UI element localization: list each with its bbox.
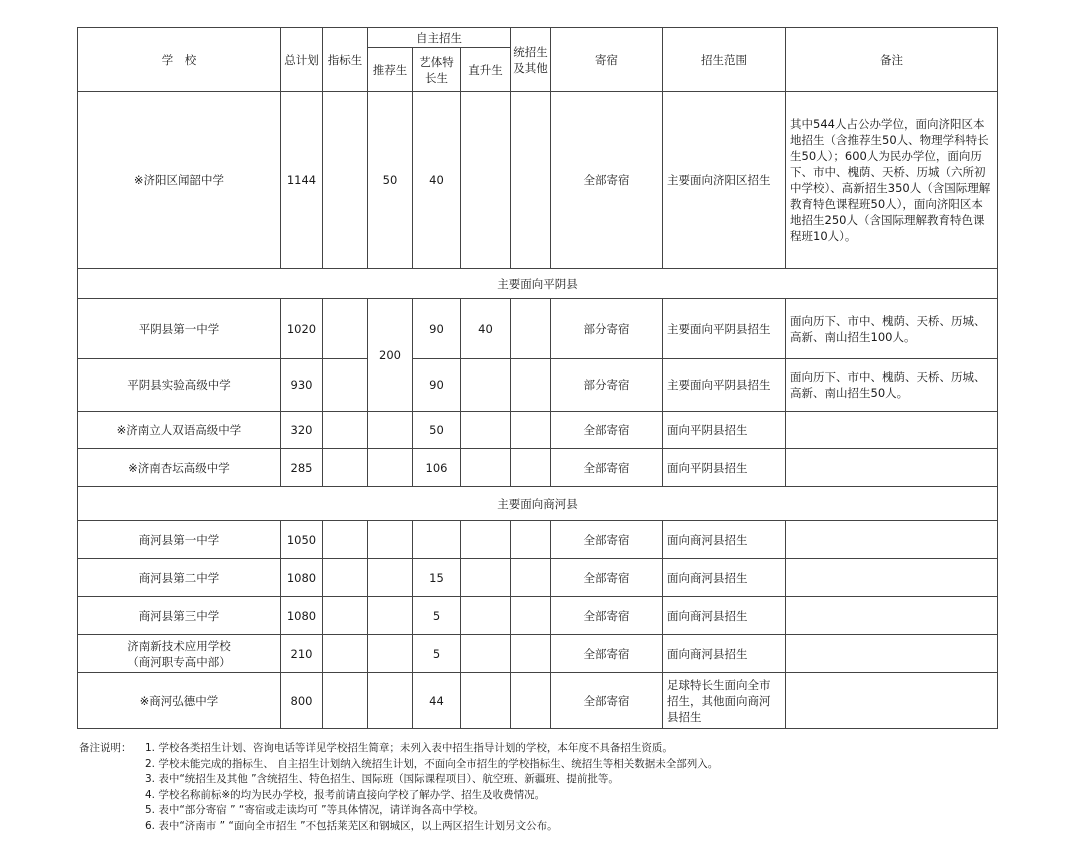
table-row — [78, 673, 998, 729]
note-line — [79, 788, 1039, 804]
quota-value — [323, 521, 368, 559]
note-line — [79, 803, 1039, 819]
direct-value — [461, 673, 511, 729]
header-autonomous: 自主招生 — [368, 28, 511, 48]
table-row — [78, 449, 998, 487]
note-line — [79, 741, 1039, 757]
recommend-value — [368, 597, 413, 635]
header-recommend: 推荐生 — [368, 48, 413, 92]
remark-value — [786, 559, 998, 597]
quota-value — [323, 412, 368, 449]
school-name: ※济南立人双语高级中学 — [78, 412, 281, 449]
direct-value — [461, 559, 511, 597]
scope-value: 足球特长生面向全市招生，其他面向商河县招生 — [663, 673, 786, 729]
unified-value — [511, 92, 551, 269]
scope-value: 主要面向平阴县招生 — [663, 359, 786, 412]
scope-value: 面向商河县招生 — [663, 521, 786, 559]
boarding-value: 全部寄宿 — [551, 449, 663, 487]
boarding-value: 部分寄宿 — [551, 359, 663, 412]
direct-value — [461, 412, 511, 449]
header-arts: 艺体特长生 — [413, 48, 461, 92]
table-row — [78, 92, 998, 269]
arts-value: 90 — [413, 299, 461, 359]
quota-value — [323, 359, 368, 412]
total-plan: 285 — [281, 449, 323, 487]
direct-value — [461, 521, 511, 559]
unified-value — [511, 299, 551, 359]
arts-value: 44 — [413, 673, 461, 729]
unified-value — [511, 597, 551, 635]
admission-plan-table-container — [77, 27, 998, 729]
school-name: ※商河弘德中学 — [78, 673, 281, 729]
remark-value — [786, 673, 998, 729]
admission-plan-table — [77, 27, 998, 729]
header-direct: 直升生 — [461, 48, 511, 92]
quota-value — [323, 673, 368, 729]
quota-value — [323, 635, 368, 673]
note-line — [79, 819, 1039, 835]
remark-value: 面向历下、市中、槐荫、天桥、历城、高新、南山招生50人。 — [786, 359, 998, 412]
unified-value — [511, 449, 551, 487]
boarding-value: 全部寄宿 — [551, 521, 663, 559]
total-plan: 1050 — [281, 521, 323, 559]
school-name — [78, 635, 281, 673]
total-plan: 1020 — [281, 299, 323, 359]
remark-value — [786, 412, 998, 449]
recommend-value — [368, 635, 413, 673]
remark-value — [786, 635, 998, 673]
recommend-value — [368, 521, 413, 559]
unified-value — [511, 521, 551, 559]
note-item: 1. 学校各类招生计划、咨询电话等详见学校招生简章；未列入表中招生指导计划的学校，本年度不具备招生资质。 — [145, 742, 673, 754]
table-row — [78, 635, 998, 673]
boarding-value: 全部寄宿 — [551, 92, 663, 269]
section-title-pingyin: 主要面向平阴县 — [78, 269, 998, 299]
direct-value — [461, 597, 511, 635]
remark-value — [786, 597, 998, 635]
direct-value — [461, 635, 511, 673]
total-plan: 800 — [281, 673, 323, 729]
arts-value: 90 — [413, 359, 461, 412]
recommend-value: 50 — [368, 92, 413, 269]
remark-value: 面向历下、市中、槐荫、天桥、历城、高新、南山招生100人。 — [786, 299, 998, 359]
section-row — [78, 269, 998, 299]
school-name: 平阴县第一中学 — [78, 299, 281, 359]
arts-value — [413, 521, 461, 559]
arts-value: 106 — [413, 449, 461, 487]
remark-value — [786, 449, 998, 487]
boarding-value: 全部寄宿 — [551, 673, 663, 729]
recommend-value — [368, 559, 413, 597]
total-plan: 1144 — [281, 92, 323, 269]
recommend-value — [368, 449, 413, 487]
unified-value — [511, 559, 551, 597]
school-name: ※济阳区闻韶中学 — [78, 92, 281, 269]
arts-value: 5 — [413, 635, 461, 673]
boarding-value: 部分寄宿 — [551, 299, 663, 359]
table-row — [78, 299, 998, 359]
header-total: 总计划 — [281, 28, 323, 92]
table-row — [78, 521, 998, 559]
table-row — [78, 412, 998, 449]
scope-value: 面向商河县招生 — [663, 597, 786, 635]
table-row — [78, 597, 998, 635]
school-name: 商河县第一中学 — [78, 521, 281, 559]
unified-value — [511, 412, 551, 449]
boarding-value: 全部寄宿 — [551, 412, 663, 449]
scope-value: 面向平阴县招生 — [663, 449, 786, 487]
scope-value: 面向平阴县招生 — [663, 412, 786, 449]
quota-value — [323, 92, 368, 269]
direct-value — [461, 92, 511, 269]
unified-value — [511, 359, 551, 412]
total-plan: 1080 — [281, 559, 323, 597]
school-name: 商河县第二中学 — [78, 559, 281, 597]
school-name: 商河县第三中学 — [78, 597, 281, 635]
note-item: 5. 表中“部分寄宿 ” “寄宿或走读均可 ”等具体情况，请详询各高中学校。 — [145, 804, 485, 816]
boarding-value: 全部寄宿 — [551, 559, 663, 597]
direct-value: 40 — [461, 299, 511, 359]
remark-value: 其中544人占公办学位，面向济阳区本地招生（含推荐生50人、物理学科特长生50人）；600人为民办学位，面向历下、市中、槐荫、天桥、历城（六所初中学校）、高新招生350人（含国际理解教育特色课程班50人），面向济阳区本地招生250人（含国际理解教育特色课程班10人）。 — [786, 92, 998, 269]
school-name: 平阴县实验高级中学 — [78, 359, 281, 412]
boarding-value: 全部寄宿 — [551, 597, 663, 635]
note-item: 2. 学校未能完成的指标生、 自主招生计划纳入统招生计划，不面向全市招生的学校指标生、统招生等相关数据未全部列入。 — [145, 757, 719, 770]
school-name-line-1: 济南新技术应用学校 — [127, 638, 231, 653]
total-plan: 320 — [281, 412, 323, 449]
header-scope: 招生范围 — [663, 28, 786, 92]
table-row — [78, 359, 998, 412]
total-plan: 930 — [281, 359, 323, 412]
table-row — [78, 559, 998, 597]
notes-section — [79, 741, 1039, 834]
unified-value — [511, 635, 551, 673]
recommend-value — [368, 673, 413, 729]
header-remark: 备注 — [786, 28, 998, 92]
header-row-1 — [78, 28, 998, 48]
unified-value — [511, 673, 551, 729]
section-row — [78, 487, 998, 521]
arts-value: 50 — [413, 412, 461, 449]
total-plan: 1080 — [281, 597, 323, 635]
scope-value: 面向商河县招生 — [663, 635, 786, 673]
scope-value: 主要面向济阳区招生 — [663, 92, 786, 269]
total-plan: 210 — [281, 635, 323, 673]
note-line — [79, 757, 1039, 773]
note-line — [79, 772, 1039, 788]
quota-value — [323, 449, 368, 487]
header-unified: 统招生及其他 — [511, 28, 551, 92]
note-item: 6. 表中“济南市 ” “面向全市招生 ”不包括莱芜区和钢城区，以上两区招生计划另文公布。 — [145, 819, 558, 832]
school-name: ※济南杏坛高级中学 — [78, 449, 281, 487]
header-school: 学 校 — [78, 28, 281, 92]
direct-value — [461, 359, 511, 412]
note-item: 3. 表中“统招生及其他 ”含统招生、特色招生、国际班（国际课程项目）、航空班、新疆班、提前批等。 — [145, 773, 619, 785]
quota-value — [323, 597, 368, 635]
school-name-line-2: （商河职专高中部） — [127, 654, 231, 669]
note-item: 4. 学校名称前标※的均为民办学校，报考前请直接向学校了解办学、招生及收费情况。 — [145, 788, 546, 801]
quota-value — [323, 559, 368, 597]
recommend-value — [368, 412, 413, 449]
remark-value — [786, 521, 998, 559]
header-boarding: 寄宿 — [551, 28, 663, 92]
header-quota: 指标生 — [323, 28, 368, 92]
direct-value — [461, 449, 511, 487]
shared-recommend-value: 200 — [368, 299, 413, 412]
arts-value: 40 — [413, 92, 461, 269]
quota-value — [323, 299, 368, 359]
scope-value: 主要面向平阴县招生 — [663, 299, 786, 359]
arts-value: 15 — [413, 559, 461, 597]
scope-value: 面向商河县招生 — [663, 559, 786, 597]
arts-value: 5 — [413, 597, 461, 635]
section-title-shanghe: 主要面向商河县 — [78, 487, 998, 521]
notes-lead: 备注说明： — [79, 742, 132, 754]
boarding-value: 全部寄宿 — [551, 635, 663, 673]
